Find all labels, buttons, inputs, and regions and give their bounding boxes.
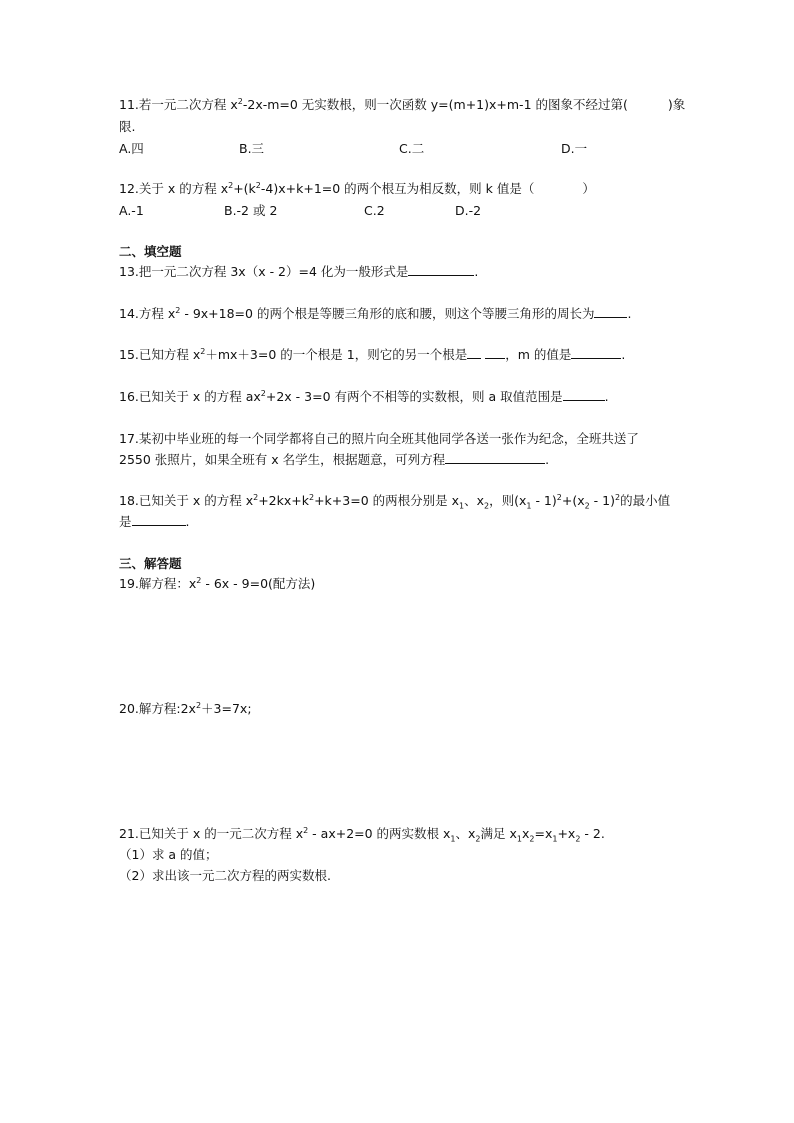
q11-option-a: A.四 — [119, 141, 144, 156]
q18-text-c: +k+3=0 的两根分别是 x — [314, 493, 459, 508]
q11-text-a: 11.若一元二次方程 x — [119, 97, 238, 112]
question-14 — [119, 305, 631, 323]
q21-text-g: +x — [557, 826, 576, 841]
q21-text-b: - ax+2=0 的两实数根 x — [308, 826, 451, 841]
q20-text-a: 20.解方程:2x — [119, 701, 196, 716]
q18-line2-text-b: . — [185, 514, 190, 529]
answer-blank[interactable] — [594, 305, 627, 318]
answer-blank[interactable] — [563, 388, 605, 401]
question-17-line1: 17.某初中毕业班的每一个同学都将自己的照片向全班其他同学各送一张作为纪念，全班共送了 — [119, 431, 639, 446]
q11-option-c: C.二 — [399, 141, 425, 156]
q17-text-a: 2550 张照片，如果全班有 x 名学生，根据题意，可列方程 — [119, 452, 446, 467]
q21-text-a: 21.已知关于 x 的一元二次方程 x — [119, 826, 304, 841]
q18-text-b: +2kx+k — [258, 493, 309, 508]
q19-text-b: - 6x - 9=0(配方法) — [201, 576, 316, 591]
answer-blank[interactable] — [132, 513, 186, 526]
sub-1: 1 — [450, 834, 456, 844]
question-11-line2: 限. — [119, 119, 136, 134]
q14-text-b: - 9x+18=0 的两个根是等腰三角形的底和腰，则这个等腰三角形的周长为 — [180, 306, 595, 321]
q14-text-a: 14.方程 x — [119, 306, 176, 321]
exp-2: 2 — [556, 492, 562, 502]
question-15 — [119, 346, 625, 364]
q18-text-d: 、x — [464, 493, 484, 508]
q18-text-i: 的最小值 — [620, 493, 671, 508]
answer-blank[interactable] — [467, 346, 481, 359]
section-heading-solve: 三、解答题 — [119, 556, 182, 571]
q17-text-b: . — [545, 452, 550, 467]
sub-1: 1 — [516, 834, 522, 844]
q12-text-d: ） — [582, 181, 595, 196]
answer-blank[interactable] — [445, 451, 545, 464]
sub-2: 2 — [584, 501, 590, 511]
q18-text-e: ，则(x — [489, 493, 527, 508]
question-19 — [119, 575, 315, 593]
question-12 — [119, 180, 595, 198]
question-18-line2 — [119, 513, 190, 531]
sub-1: 1 — [526, 501, 532, 511]
question-11-line1 — [119, 96, 685, 114]
q18-text-h: - 1) — [589, 493, 615, 508]
exp-2: 2 — [200, 346, 206, 356]
q21-text-h: - 2. — [580, 826, 605, 841]
q14-text-c: . — [627, 306, 632, 321]
q12-option-a: A.-1 — [119, 203, 144, 218]
exp-2: 2 — [195, 700, 202, 710]
q11-text-c: )象 — [667, 97, 686, 112]
q20-text-b: ＋3=7x; — [201, 701, 252, 716]
answer-blank[interactable] — [408, 263, 474, 276]
q18-text-g: +(x — [561, 493, 585, 508]
q12-text-b: +(k — [233, 181, 256, 196]
q16-text-a: 16.已知关于 x 的方程 ax — [119, 389, 261, 404]
exp-2: 2 — [615, 492, 621, 502]
q13-text-b: . — [474, 264, 479, 279]
answer-blank[interactable] — [485, 346, 505, 359]
sub-2: 2 — [484, 501, 490, 511]
q11-option-d: D.一 — [561, 141, 588, 156]
q12-option-b: B.-2 或 2 — [224, 203, 278, 218]
question-17-line2 — [119, 451, 549, 469]
sub-2: 2 — [529, 834, 535, 844]
q21-text-e: x — [521, 826, 530, 841]
answer-blank[interactable] — [571, 346, 621, 359]
exp-2: 2 — [253, 492, 259, 502]
sub-2: 2 — [575, 834, 581, 844]
question-21-part-2: （2）求出该一元二次方程的两实数根. — [119, 868, 331, 883]
q12-option-c: C.2 — [364, 203, 385, 218]
question-20 — [119, 700, 252, 718]
q15-text-c: ，m 的值是 — [505, 347, 572, 362]
q21-text-d: 满足 x — [480, 826, 517, 841]
exp-2: 2 — [308, 492, 315, 502]
q18-line2-text-a: 是 — [119, 514, 132, 529]
exp-2: 2 — [303, 825, 309, 835]
q21-text-c: 、x — [455, 826, 476, 841]
question-13 — [119, 263, 478, 281]
q15-text-a: 15.已知方程 x — [119, 347, 201, 362]
question-21-part-1: （1）求 a 的值； — [119, 847, 218, 862]
q15-text-d: . — [621, 347, 626, 362]
q16-text-b: +2x - 3=0 有两个不相等的实数根，则 a 取值范围是 — [265, 389, 563, 404]
q11-text-b: -2x-m=0 无实数根，则一次函数 y=(m+1)x+m-1 的图象不经过第( — [242, 97, 628, 112]
q12-text-c: -4)x+k+1=0 的两个根互为相反数，则 k 值是（ — [260, 181, 535, 196]
q18-text-f: - 1) — [531, 493, 557, 508]
exp-2: 2 — [237, 96, 243, 106]
question-16 — [119, 388, 609, 406]
question-18-line1 — [119, 492, 670, 510]
sub-1: 1 — [552, 834, 558, 844]
exp-2: 2 — [175, 305, 181, 315]
sub-2: 2 — [475, 834, 481, 844]
section-heading-fill-in: 二、填空题 — [119, 244, 182, 259]
q11-option-b: B.三 — [239, 141, 265, 156]
exp-2: 2 — [228, 180, 234, 190]
q21-text-f: =x — [534, 826, 553, 841]
q12-option-d: D.-2 — [455, 203, 482, 218]
q13-text-a: 13.把一元二次方程 3x（x - 2）=4 化为一般形式是 — [119, 264, 409, 279]
exp-2: 2 — [255, 180, 261, 190]
q15-text-b: ＋mx＋3=0 的一个根是 1，则它的另一个根是 — [205, 347, 468, 362]
q16-text-c: . — [604, 389, 609, 404]
sub-1: 1 — [459, 501, 465, 511]
question-21 — [119, 825, 605, 843]
q18-text-a: 18.已知关于 x 的方程 x — [119, 493, 254, 508]
q19-text-a: 19.解方程：x — [119, 576, 197, 591]
exp-2: 2 — [260, 388, 266, 398]
exp-2: 2 — [196, 575, 202, 585]
q12-text-a: 12.关于 x 的方程 x — [119, 181, 229, 196]
